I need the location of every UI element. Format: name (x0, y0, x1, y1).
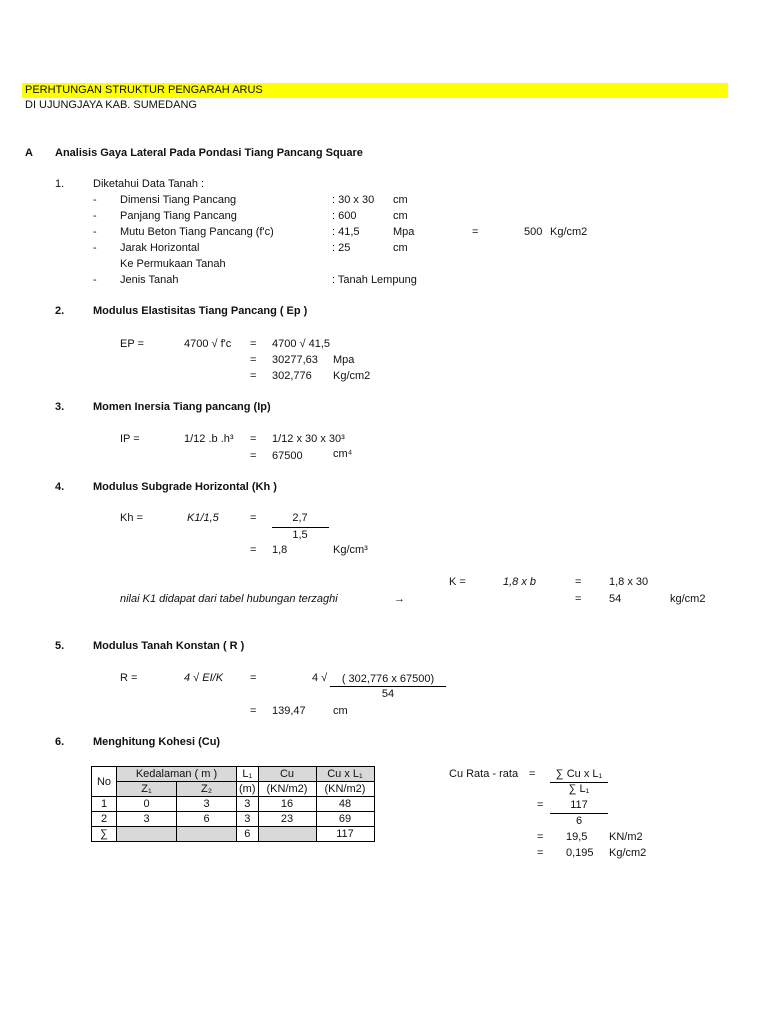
s3-number: 3. (55, 401, 65, 413)
cu-unit: Kg/cm2 (609, 847, 647, 859)
cu-value: 0,195 (566, 847, 594, 859)
s3-value: 67500 (272, 450, 303, 462)
table-sum-row (92, 827, 375, 842)
s1-item-label: Panjang Tiang Pancang (120, 210, 237, 222)
cu-equals: = (537, 831, 544, 843)
s1-item-dash: - (93, 226, 97, 238)
s5-denominator: 54 (381, 688, 395, 700)
s4-title: Modulus Subgrade Horizontal (Kh ) (93, 481, 277, 493)
document-title: PERHTUNGAN STRUKTUR PENGARAH ARUS (25, 84, 263, 96)
header-cu-unit: (KN/m2) (258, 782, 316, 797)
s5-title: Modulus Tanah Konstan ( R ) (93, 640, 245, 652)
s4-lhs: Kh = (120, 512, 143, 524)
cu-unit: KN/m2 (609, 831, 643, 843)
s1-item-label: Jenis Tanah (120, 274, 179, 286)
cell-z1: 0 (117, 797, 177, 812)
s4-unit: Kg/cm³ (333, 544, 368, 556)
s1-item-value: : 600 (332, 210, 357, 222)
s2-lhs: EP = (120, 338, 144, 350)
cell-z2: 3 (177, 797, 237, 812)
cell-sum-l: 6 (237, 827, 259, 842)
cell-cul: 69 (316, 812, 374, 827)
cell-sum-cul: 117 (316, 827, 374, 842)
s2-value: 302,776 (272, 370, 312, 382)
s4-equals: = (250, 544, 257, 556)
s5-lhs: R = (120, 672, 138, 684)
s5-numerator: ( 302,776 x 67500) (341, 673, 435, 685)
s1-item-value: : Tanah Lempung (332, 274, 417, 286)
cell-z1: 3 (117, 812, 177, 827)
cu-value: 117 (570, 799, 588, 811)
s3-value: 1/12 x 30 x 30³ (272, 433, 345, 445)
s4-note: nilai K1 didapat dari tabel hubungan terzaghi (120, 593, 338, 605)
cell-l: 3 (237, 812, 259, 827)
cu-equals: = (537, 799, 544, 811)
cell-empty (177, 827, 237, 842)
s5-number: 5. (55, 640, 65, 652)
cohesion-table (91, 766, 375, 842)
s1-item-unit: cm (393, 242, 408, 254)
s2-number: 2. (55, 305, 65, 317)
s2-equals: = (250, 370, 257, 382)
header-l: L₁ (237, 767, 259, 782)
s4-k-formula: 1,8 x b (503, 576, 537, 588)
s1-number: 1. (55, 178, 65, 190)
s1-item-dash: - (93, 210, 97, 222)
s6-title: Menghitung Kohesi (Cu) (93, 736, 221, 748)
s5-result: 139,47 (272, 705, 306, 717)
s1-item-unit: cm (393, 194, 408, 206)
s2-unit: Mpa (333, 354, 355, 366)
s5-formula: 4 √ EI/K (184, 672, 224, 684)
s1-item-equals: = (472, 226, 479, 238)
s1-item-label: Dimensi Tiang Pancang (120, 194, 237, 206)
cu-frac-numerator: ∑ Cu x L₁ (555, 768, 603, 780)
cell-cu: 23 (258, 812, 316, 827)
s4-result: 1,8 (272, 544, 288, 556)
cu-frac-denominator: ∑ L₁ (568, 783, 590, 795)
s5-root: 4 √ (312, 672, 328, 684)
header-cu: Cu (258, 767, 316, 782)
header-cul-unit: (KN/m2) (316, 782, 374, 797)
section-title: Analisis Gaya Lateral Pada Pondasi Tiang Pancang Square (55, 147, 363, 159)
section-letter: A (25, 147, 33, 159)
s4-fraction-bar (272, 527, 329, 528)
s3-equals: = (250, 433, 257, 445)
cell-cul: 48 (316, 797, 374, 812)
s5-fraction-bar (330, 686, 446, 687)
s5-equals: = (250, 705, 257, 717)
cu-average-equals: = (529, 768, 536, 780)
s3-title: Momen Inersia Tiang pancang (Ip) (93, 401, 271, 413)
s2-unit: Kg/cm2 (333, 370, 371, 382)
header-depth: Kedalaman ( m ) (117, 767, 237, 782)
s1-item-value: : 41,5 (332, 226, 360, 238)
cell-sum-label: ∑ (92, 827, 117, 842)
header-l-unit: (m) (237, 782, 259, 797)
s1-item-dash: - (93, 242, 97, 254)
cu-average-label: Cu Rata - rata (449, 768, 519, 780)
s1-title: Diketahui Data Tanah : (93, 178, 205, 190)
s4-equals: = (250, 512, 257, 524)
cell-empty (258, 827, 316, 842)
s3-lhs: IP = (120, 433, 140, 445)
cu-fraction-bar (550, 813, 608, 814)
s1-item-dash: - (93, 274, 97, 286)
cell-cu: 16 (258, 797, 316, 812)
s3-equals: = (250, 450, 257, 462)
s1-item-label: Ke Permukaan Tanah (120, 258, 226, 270)
s3-formula: 1/12 .b .h³ (184, 433, 234, 445)
s2-title: Modulus Elastisitas Tiang Pancang ( Ep ) (93, 305, 308, 317)
s4-k-value: 54 (609, 593, 622, 605)
s4-k-unit: kg/cm2 (670, 593, 706, 605)
arrow-right-icon: → (394, 593, 405, 605)
header-cul: Cu x L₁ (316, 767, 374, 782)
s1-item-label: Mutu Beton Tiang Pancang (f'c) (120, 226, 274, 238)
table-row (92, 797, 375, 812)
header-z2: Z₂ (177, 782, 237, 797)
document-location: DI UJUNGJAYA KAB. SUMEDANG (25, 99, 197, 111)
s1-item-converted-unit: Kg/cm2 (550, 226, 588, 238)
cell-l: 3 (237, 797, 259, 812)
s1-item-unit: cm (393, 210, 408, 222)
s1-item-label: Jarak Horizontal (120, 242, 200, 254)
s1-item-value: : 25 (332, 242, 351, 254)
cu-value: 19,5 (566, 831, 588, 843)
s1-item-value: : 30 x 30 (332, 194, 375, 206)
s1-item-converted-value: 500 (524, 226, 543, 238)
cu-equals: = (537, 847, 544, 859)
s4-number: 4. (55, 481, 65, 493)
s3-unit: cm⁴ (333, 448, 353, 460)
table-row (92, 812, 375, 827)
s2-value: 30277,63 (272, 354, 318, 366)
cu-value: 6 (575, 815, 583, 827)
s4-k-lhs: K = (449, 576, 466, 588)
s1-item-unit: Mpa (393, 226, 415, 238)
s5-unit: cm (333, 705, 348, 717)
s4-formula: K1/1,5 (187, 512, 219, 524)
s2-value: 4700 √ 41,5 (272, 338, 331, 350)
s4-k-equals: = (575, 576, 582, 588)
header-z1: Z₁ (117, 782, 177, 797)
cell-no: 2 (92, 812, 117, 827)
cell-no: 1 (92, 797, 117, 812)
s4-k-value: 1,8 x 30 (609, 576, 649, 588)
s4-k-equals: = (575, 593, 582, 605)
s2-equals: = (250, 354, 257, 366)
s1-item-dash: - (93, 194, 97, 206)
cell-empty (117, 827, 177, 842)
header-no: No (92, 767, 117, 797)
s2-formula: 4700 √ f'c (184, 338, 232, 350)
s4-denominator: 1,5 (292, 529, 308, 541)
s2-equals: = (250, 338, 257, 350)
s6-number: 6. (55, 736, 65, 748)
s4-numerator: 2,7 (292, 512, 308, 524)
cell-z2: 6 (177, 812, 237, 827)
s5-equals: = (250, 672, 257, 684)
